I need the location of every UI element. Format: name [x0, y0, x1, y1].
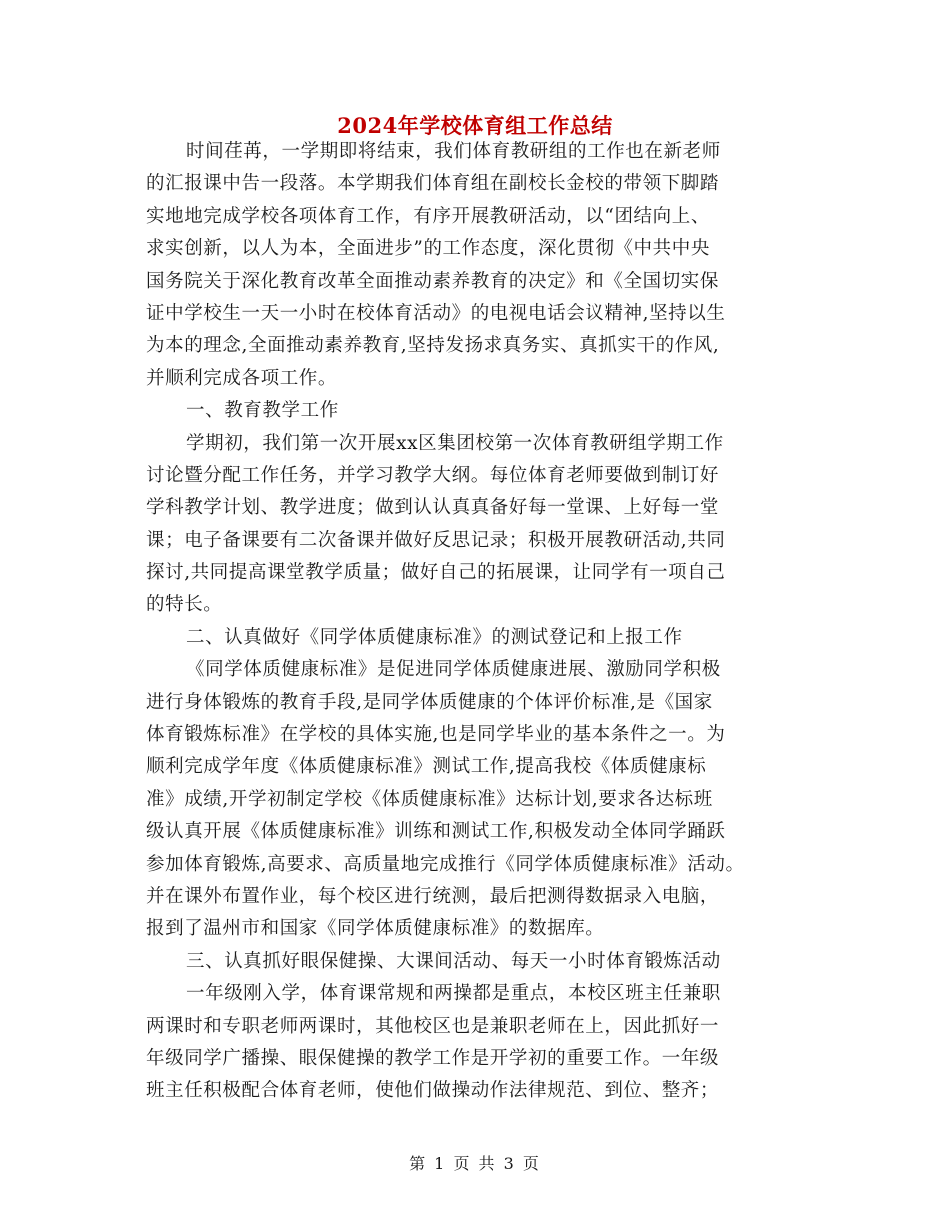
- text-line: 的汇报课中告一段落。本学期我们体育组在副校长金校的带领下脚踏: [146, 173, 720, 195]
- text-line: 实地地完成学校各项体育工作，有序开展教研活动，以“团结向上、: [146, 205, 710, 227]
- text-line: 证中学校生一天一小时在校体育活动》的电视电话会议精神,坚持以生: [146, 302, 726, 324]
- text-line: 报到了温州市和国家《同学体质健康标准》的数据库。: [146, 918, 605, 940]
- text-line: 年级同学广播操、眼保健操的教学工作是开学初的重要工作。一年级: [146, 1047, 720, 1069]
- page-footer: 第 1 页 共 3 页: [409, 1154, 541, 1173]
- text-line: 并顺利完成各项工作。: [146, 367, 338, 389]
- text-line: 参加体育锻炼,高要求、高质量地完成推行《同学体质健康标准》活动。: [146, 853, 745, 875]
- text-line: 一、教育教学工作: [186, 400, 339, 422]
- text-line: 讨论暨分配工作任务，并学习教学大纲。每位体育老师要做到制订好: [146, 464, 720, 486]
- text-line: 国务院关于深化教育改革全面推动素养教育的决定》和《全国切实保: [146, 270, 720, 292]
- text-line: 课；电子备课要有二次备课并做好反思记录；积极开展教研活动,共同: [146, 529, 726, 551]
- text-line: 三、认真抓好眼保健操、大课间活动、每天一小时体育锻炼活动: [186, 950, 721, 972]
- text-line: 一年级刚入学，体育课常规和两操都是重点，本校区班主任兼职: [186, 983, 721, 1005]
- text-line: 学期初，我们第一次开展xx区集团校第一次体育教研组学期工作: [186, 432, 724, 454]
- text-line: 并在课外布置作业，每个校区进行统测，最后把测得数据录入电脑，: [146, 885, 720, 907]
- document-title: 2024年学校体育组工作总结: [337, 113, 613, 138]
- text-line: 的特长。: [146, 594, 223, 616]
- text-line: 二、认真做好《同学体质健康标准》的测试登记和上报工作: [186, 626, 683, 648]
- text-line: 学科教学计划、教学进度；做到认认真真备好每一堂课、上好每一堂: [146, 497, 720, 519]
- text-line: 准》成绩,开学初制定学校《体质健康标准》达标计划,要求各达标班: [146, 788, 713, 810]
- text-line: 班主任积极配合体育老师，使他们做操动作法律规范、到位、整齐；: [146, 1080, 720, 1102]
- text-line: 为本的理念,全面推动素养教育,坚持发扬求真务实、真抓实干的作风,: [146, 335, 720, 357]
- text-line: 时间荏苒，一学期即将结束，我们体育教研组的工作也在新老师: [186, 141, 721, 162]
- text-line: 进行身体锻炼的教育手段,是同学体质健康的个体评价标准,是《国家: [146, 691, 713, 713]
- text-line: 顺利完成学年度《体质健康标准》测试工作,提高我校《体质健康标: [146, 756, 707, 778]
- text-line: 级认真开展《体质健康标准》训练和测试工作,积极发动全体同学踊跃: [146, 821, 726, 843]
- text-line: 体育锻炼标准》在学校的具体实施,也是同学毕业的基本条件之一。为: [146, 724, 726, 746]
- text-line: 探讨,共同提高课堂教学质量；做好自己的拓展课，让同学有一项自己: [146, 562, 726, 584]
- text-line: 求实创新，以人为本，全面进步”的工作态度，深化贯彻《中共中央: [146, 238, 710, 260]
- text-line: 《同学体质健康标准》是促进同学体质健康进展、激励同学积极: [186, 659, 721, 681]
- document-body: [146, 136, 826, 1108]
- text-line: 两课时和专职老师两课时，其他校区也是兼职老师在上，因此抓好一: [146, 1015, 720, 1037]
